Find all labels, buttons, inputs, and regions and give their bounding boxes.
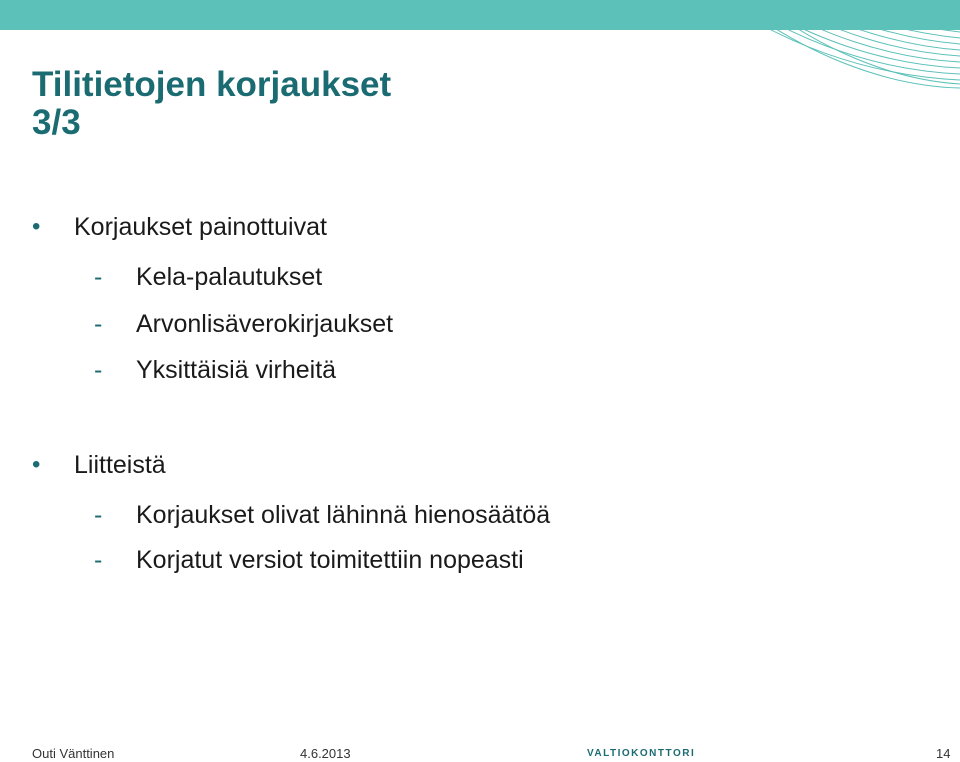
bullet-text: Liitteistä	[74, 451, 166, 479]
bullet-icon: •	[32, 213, 41, 240]
valtiokonttori-logo: VALTIOKONTTORI	[587, 748, 696, 759]
bullet-icon: •	[32, 451, 41, 478]
slide-title	[32, 66, 391, 142]
footer-author: Outi Vänttinen	[32, 746, 115, 761]
bullet-text: Korjaukset painottuivat	[74, 213, 327, 241]
page-number: 14	[936, 746, 951, 761]
dash-icon: -	[94, 356, 103, 384]
footer-date: 4.6.2013	[300, 746, 351, 761]
sub-item-text: Korjaukset olivat lähinnä hienosäätöä	[136, 501, 551, 529]
sub-item-text: Yksittäisiä virheitä	[136, 356, 337, 384]
sub-item-text: Kela-palautukset	[136, 263, 323, 291]
sub-item-text: Arvonlisäverokirjaukset	[136, 310, 394, 338]
dash-icon: -	[94, 546, 103, 574]
dash-icon: -	[94, 263, 103, 291]
dash-icon: -	[94, 310, 103, 338]
slide-title-line-2: 3/3	[32, 103, 81, 142]
slide-title-line-1: Tilitietojen korjaukset	[32, 65, 392, 104]
sub-item-text: Korjatut versiot toimitettiin nopeasti	[136, 546, 524, 574]
dash-icon: -	[94, 501, 103, 529]
